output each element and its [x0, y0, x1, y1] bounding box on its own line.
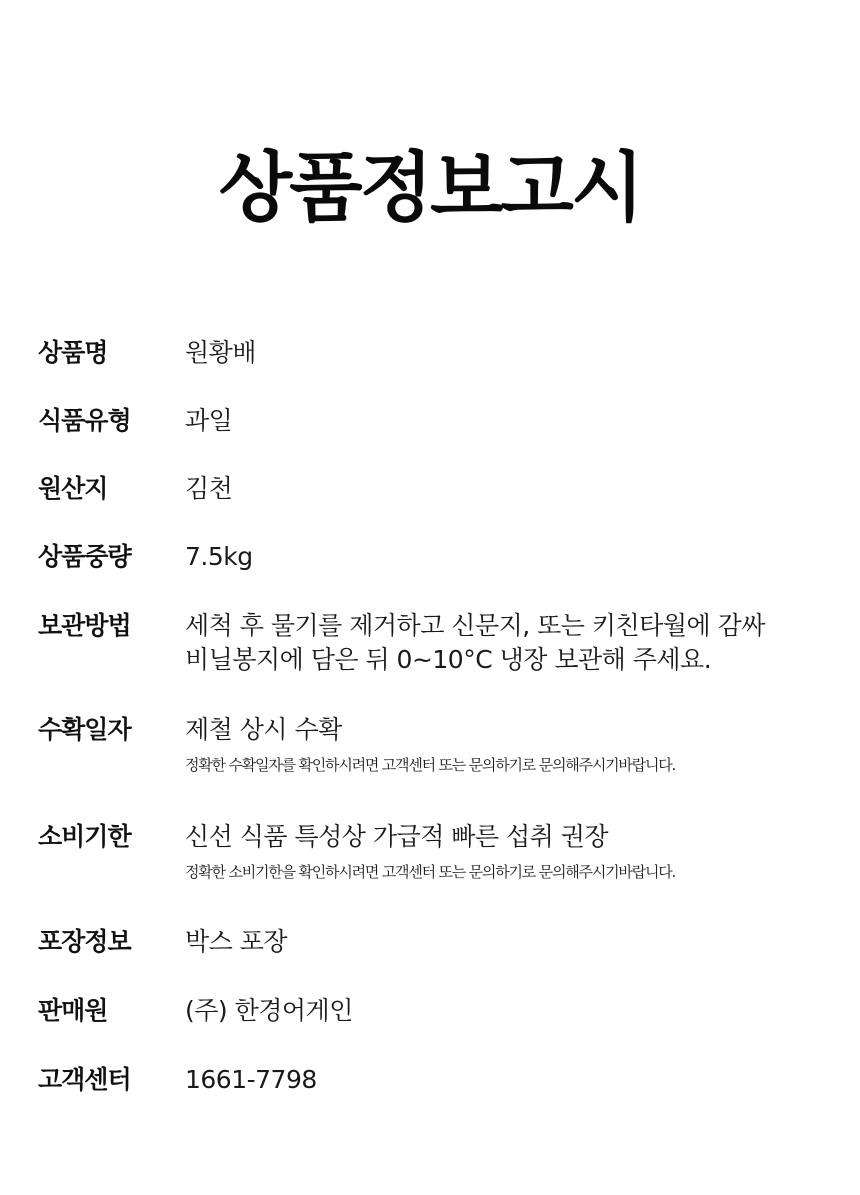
row-value: 제철 상시 수확 — [185, 715, 342, 744]
row-value: 7.5kg — [185, 542, 253, 571]
row-value-line: 세척 후 물기를 제거하고 신문지, 또는 키친타월에 감싸 — [185, 611, 765, 640]
row-value: 신선 식품 특성상 가급적 빠른 섭취 권장 — [185, 822, 609, 851]
row-value: 1661-7798 — [185, 1065, 317, 1094]
row-value: 과일 — [185, 406, 233, 435]
row-value: 원황배 — [185, 338, 256, 367]
row-label: 포장정보 — [38, 927, 131, 956]
row-label: 상품중량 — [38, 542, 131, 571]
row-value — [185, 609, 845, 677]
row-label: 판매원 — [38, 996, 108, 1025]
row-label: 원산지 — [38, 474, 108, 503]
row-value: 박스 포장 — [185, 927, 288, 956]
row-value: (주) 한경어게인 — [185, 996, 353, 1025]
row-label: 상품명 — [38, 338, 108, 367]
row-value: 김천 — [185, 474, 233, 503]
row-label: 보관방법 — [38, 611, 131, 640]
row-label: 고객센터 — [38, 1065, 131, 1094]
row-label: 식품유형 — [38, 406, 131, 435]
page-title: 상품정보고시 — [218, 143, 642, 232]
row-label: 수확일자 — [38, 715, 131, 744]
row-note: 정확한 수확일자를 확인하시려면 고객센터 또는 문의하기로 문의해주시기바랍니다. — [185, 756, 676, 774]
row-value-line: 비닐봉지에 담은 뒤 0~10°C 냉장 보관해 주세요. — [185, 645, 712, 674]
row-note: 정확한 소비기한을 확인하시려면 고객센터 또는 문의하기로 문의해주시기바랍니다. — [185, 863, 676, 881]
row-label: 소비기한 — [38, 822, 131, 851]
